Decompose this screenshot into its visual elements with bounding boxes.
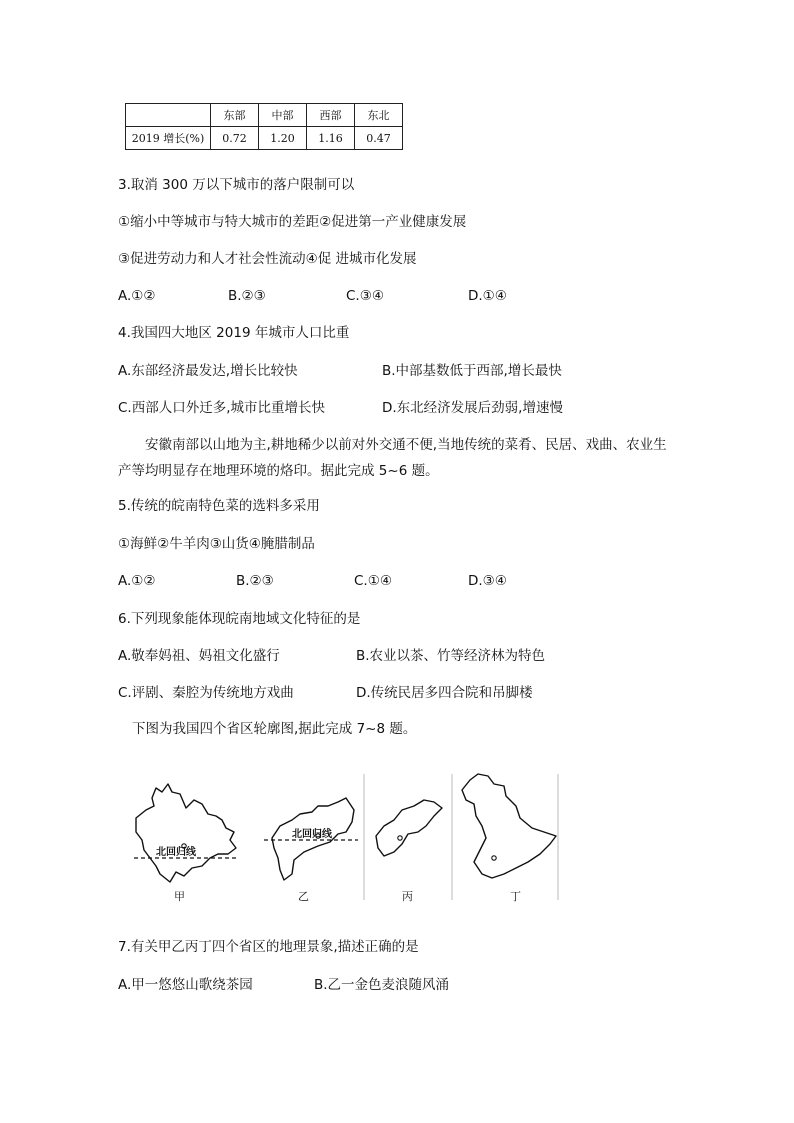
province-outline-jia (136, 784, 236, 882)
q5-option-c: C.①④ (354, 573, 392, 589)
capital-dot-bing (398, 836, 402, 840)
q5-statement-line: ①海鲜②牛羊肉③山货④腌腊制品 (118, 536, 315, 552)
q7-option-a: A.甲一悠悠山歌绕茶园 (118, 977, 253, 993)
q6-option-a: A.敬奉妈祖、妈祖文化盛行 (118, 648, 280, 664)
q6-option-b: B.农业以茶、竹等经济林为特色 (356, 648, 546, 664)
q3-statement-line: ③促进劳动力和人才社会性流动④促 进城市化发展 (118, 251, 417, 267)
q4-stem: 4.我国四大地区 2019 年城市人口比重 (118, 325, 350, 341)
capital-dot-ding (492, 856, 496, 860)
map-label-ding: 丁 (510, 890, 521, 903)
q3-stem: 3.取消 300 万以下城市的落户限制可以 (118, 177, 355, 193)
q4-option-d: D.东北经济发展后劲弱,增速慢 (382, 400, 563, 416)
table-header-row (126, 104, 403, 127)
province-outline-svg (132, 770, 562, 905)
q6-option-c: C.评剧、秦腔为传统地方戏曲 (118, 685, 294, 701)
q3-option-c: C.③④ (346, 288, 384, 304)
table-row-label: 2019 增长(%) (126, 127, 211, 150)
q5-option-d: D.③④ (468, 573, 507, 589)
q6-option-d: D.传统民居多四合院和吊脚楼 (356, 685, 533, 701)
map-label-yi: 乙 (298, 890, 309, 903)
growth-table (125, 103, 403, 150)
q7-stem: 7.有关甲乙丙丁四个省区的地理景象,描述正确的是 (118, 939, 419, 955)
q4-option-a: A.东部经济最发达,增长比较快 (118, 363, 298, 379)
map-label-jia: 甲 (174, 890, 185, 903)
passage-map-intro: 下图为我国四个省区轮廓图,据此完成 7~8 题。 (132, 721, 417, 737)
tropic-label-yi: 北回归线 (292, 829, 332, 840)
q5-stem: 5.传统的皖南特色菜的选料多采用 (118, 498, 320, 514)
table-header-cell (126, 104, 211, 127)
q3-option-d: D.①④ (468, 288, 507, 304)
table-cell: 0.72 (211, 127, 259, 150)
table-header-cell: 东部 (211, 104, 259, 127)
q5-option-b: B.②③ (236, 573, 274, 589)
province-outline-bing (376, 800, 442, 856)
province-outline-ding (462, 774, 556, 878)
q7-option-b: B.乙一金色麦浪随风涌 (314, 977, 450, 993)
q4-option-b: B.中部基数低于西部,增长最快 (382, 363, 562, 379)
map-label-bing: 丙 (402, 890, 413, 903)
table-cell: 1.16 (307, 127, 355, 150)
passage-anhui: 安徽南部以山地为主,耕地稀少以前对外交通不便,当地传统的菜肴、民居、戏曲、农业生产等均明显存在地理环境的烙印。据此完成 5~6 题。 (118, 437, 667, 479)
tropic-label-jia: 北回归线 (156, 847, 196, 858)
table-cell: 1.20 (259, 127, 307, 150)
table-cell: 0.47 (355, 127, 403, 150)
table-header-cell: 中部 (259, 104, 307, 127)
q3-statement-line: ①缩小中等城市与特大城市的差距②促进第一产业健康发展 (118, 214, 467, 230)
q5-option-a: A.①② (118, 573, 156, 589)
q4-option-c: C.西部人口外迁多,城市比重增长快 (118, 400, 326, 416)
province-outline-figure (132, 770, 562, 905)
table-header-cell: 东北 (355, 104, 403, 127)
q3-option-a: A.①② (118, 288, 156, 304)
q6-stem: 6.下列现象能体现皖南地域文化特征的是 (118, 611, 361, 627)
table-row (126, 127, 403, 150)
q3-option-b: B.②③ (228, 288, 266, 304)
table-header-cell: 西部 (307, 104, 355, 127)
